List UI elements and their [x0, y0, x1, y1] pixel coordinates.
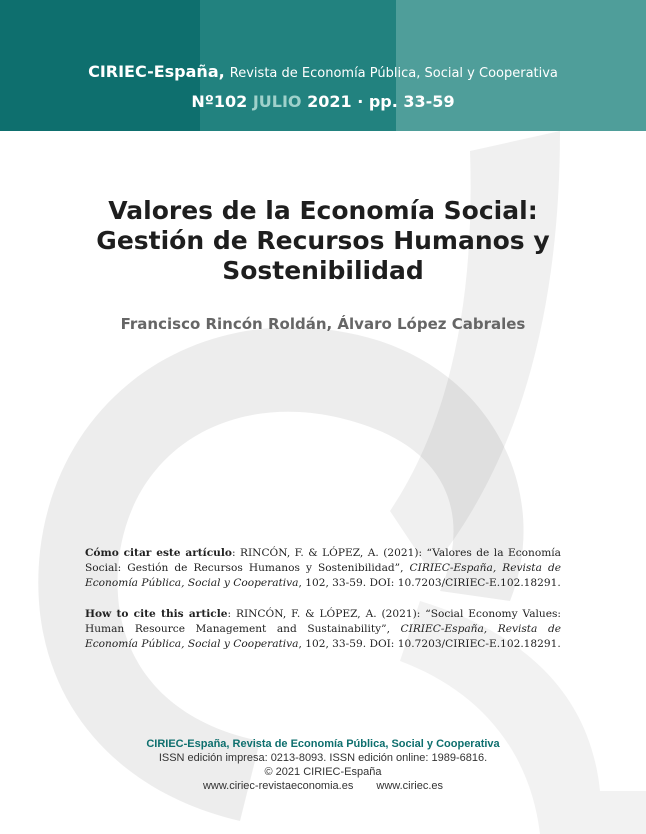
footer-issn: ISSN edición impresa: 0213-8093. ISSN edición online: 1989-6816.: [158, 752, 488, 764]
article-title: [70, 196, 576, 286]
journal-subtitle: Revista de Economía Pública, Social y Cooperativa: [229, 66, 558, 81]
citation-spanish: Cómo citar este artículo: RINCÓN, F. & LÓPEZ, A. (2021): “Valores de la Economía Social: Gestión de Recursos Humanos y Sostenibilidad”, CIRIEC-España, Revista de Economía Pública, Social y Cooperativa, 102, 33-59. DOI: 10.7203/CIRIEC-E.102.18291.: [85, 547, 561, 589]
footer-copyright: © 2021 CIRIEC-España: [264, 766, 382, 778]
issue-month: JULIO: [252, 92, 302, 111]
citation-english: How to cite this article: RINCÓN, F. & LÓPEZ, A. (2021): “Social Economy Values: Human Resource Management and Sustainability”, CIRIEC-España, Revista de Economía Pública, Social y Cooperativa, 102, 33-59. DOI: 10.7203/CIRIEC-E.102.18291.: [85, 608, 561, 650]
citation-label: How to cite this article: [85, 608, 228, 620]
footer-link-journal[interactable]: www.ciriec-revistaeconomia.es: [202, 780, 354, 792]
issue-line: [0, 92, 646, 111]
citation-doi: , 102, 33-59. DOI: 10.7203/CIRIEC-E.102.18291.: [298, 638, 561, 650]
article-title-line: Sostenibilidad: [222, 256, 424, 285]
issue-year-pages: 2021 · pp. 33-59: [307, 92, 455, 111]
footer-link-ciriec[interactable]: www.ciriec.es: [376, 780, 444, 792]
article-authors: Francisco Rincón Roldán, Álvaro López Cabrales: [120, 315, 526, 333]
citation-text: RINCÓN, F. & LÓPEZ, A. (2021): “Social Economy Values: Human Resource Management and Sustainability”,: [85, 608, 561, 635]
citation-journal: CIRIEC-España, Revista de Economía Pública, Social y Cooperativa: [85, 562, 561, 589]
citation-text: RINCÓN, F. & LÓPEZ, A. (2021): “Valores de la Economía Social: Gestión de Recursos Humanos y Sostenibilidad”,: [85, 547, 561, 574]
journal-header-band: [0, 0, 646, 131]
footer-journal-name: CIRIEC-España, Revista de Economía Pública, Social y Cooperativa: [146, 738, 500, 750]
article-title-line: Gestión de Recursos Humanos y: [96, 226, 550, 255]
citation-journal: CIRIEC-España, Revista de Economía Pública, Social y Cooperativa: [85, 623, 561, 650]
article-title-line: Valores de la Economía Social:: [108, 196, 538, 225]
citation-doi: , 102, 33-59. DOI: 10.7203/CIRIEC-E.102.18291.: [298, 577, 561, 589]
page-footer: [0, 737, 646, 793]
issue-number: Nº102: [191, 92, 248, 111]
footer-links: [0, 779, 646, 793]
journal-name-line: [0, 62, 646, 81]
citation-label: Cómo citar este artículo: [85, 547, 232, 559]
journal-brand: CIRIEC-España,: [88, 62, 225, 81]
